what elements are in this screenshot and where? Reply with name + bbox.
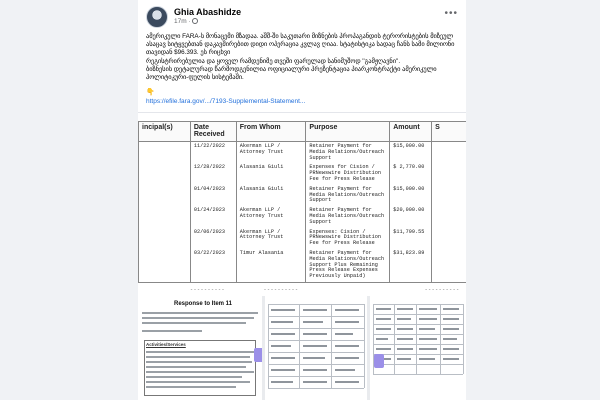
purpose-cell: Expenses: Cision / PRNewswire Distribution Fee for Press Release <box>306 228 390 249</box>
grid-line <box>299 304 300 388</box>
cell-text <box>376 348 391 350</box>
cell-text <box>303 321 323 323</box>
document-icon <box>254 348 262 362</box>
cell-text <box>271 381 293 383</box>
post-header <box>146 6 458 30</box>
table-row <box>139 206 467 227</box>
table-cell <box>432 163 466 184</box>
date-cell: 03/22/2023 <box>190 249 236 282</box>
cell-text <box>303 357 325 359</box>
grid-line <box>373 374 463 375</box>
thumbnail-title: Response to Item 11 <box>174 301 233 307</box>
amount-cell: $15,000.00 <box>390 142 432 164</box>
text-line <box>146 356 250 358</box>
timestamp-text: 17m · <box>174 18 191 25</box>
date-cell: 01/04/2023 <box>190 185 236 206</box>
table-row <box>139 228 467 249</box>
cell-text <box>443 358 459 360</box>
column-header: From Whom <box>236 122 306 142</box>
pointing-down-icon: 👇 <box>146 89 155 96</box>
grid-line <box>394 304 395 374</box>
cell-text <box>303 381 327 383</box>
post-timestamp[interactable] <box>174 18 198 25</box>
cell-text <box>419 338 437 340</box>
text-line <box>142 317 254 319</box>
amount-cell: $ 2,770.00 <box>390 163 432 184</box>
cell-text <box>376 318 391 320</box>
cell-text <box>397 308 413 310</box>
cell-text <box>443 318 459 320</box>
table-row <box>139 142 467 164</box>
cell-text <box>303 369 327 371</box>
purpose-cell: Expenses for Cision / PRNewswire Distribution Fee for Press Release <box>306 163 390 184</box>
document-thumbnail[interactable] <box>138 296 262 400</box>
text-line <box>146 366 246 368</box>
grid-line <box>268 304 269 388</box>
table-row <box>139 163 467 184</box>
dash-separator <box>190 287 460 292</box>
post-paragraph: რეგისტრირებულია და ყოველ რამდენიმე თვეში ფარულად სანიმუშოდ ''გამჟღავნი''. <box>146 57 401 65</box>
dashes-3: ---------- <box>424 287 460 292</box>
from-cell: Akerman LLP / Attorney Trust <box>236 206 306 227</box>
table-row <box>139 249 467 282</box>
amount-cell: $15,000.00 <box>390 185 432 206</box>
grid-line <box>268 304 364 305</box>
cell-text <box>419 358 435 360</box>
column-header: Amount <box>390 122 432 142</box>
table-cell <box>432 228 466 249</box>
table-cell <box>139 228 191 249</box>
activities-box <box>144 340 256 396</box>
facebook-post-card <box>138 0 466 400</box>
column-header: Date Received <box>190 122 236 142</box>
post-paragraph: ამერიკული FARA-ს მონაცემი მზადაა. აშშ-ში საკუთარი მიზნების პროპაგანდის ტერორისტების მიზეულ ასაცავ სიტყვებთან დაკავშირებით დიდი ოპერაცია კვლავ ღიაა. სტატისტიკა სადაც ჩანს სამი მილიონი თავიდან $96.393. ეს რიცხვი <box>146 33 455 57</box>
amount-cell: $31,823.89 <box>390 249 432 282</box>
cell-text <box>397 338 413 340</box>
table-cell <box>139 206 191 227</box>
table-cell <box>432 249 466 282</box>
cell-text <box>443 328 459 330</box>
cell-text <box>271 369 295 371</box>
cell-text <box>271 333 295 335</box>
purpose-cell: Retainer Payment for Media Relations/Outreach Support <box>306 142 390 164</box>
cell-text <box>397 348 413 350</box>
text-line <box>146 381 250 383</box>
cell-text <box>419 308 437 310</box>
table-cell <box>139 185 191 206</box>
grid-line <box>268 364 364 365</box>
amount-cell: $20,000.00 <box>390 206 432 227</box>
grid-line <box>373 304 463 305</box>
table-row <box>139 185 467 206</box>
purpose-cell: Retainer Payment for Media Relations/Outreach Support <box>306 206 390 227</box>
ellipsis-icon[interactable]: ••• <box>444 8 458 19</box>
cell-text <box>397 318 411 320</box>
cell-text <box>335 345 359 347</box>
dashes-1: ---------- <box>190 287 226 292</box>
cell-text <box>335 333 353 335</box>
spreadsheet-thumbnail[interactable] <box>265 296 367 400</box>
grid-line <box>268 352 364 353</box>
text-line <box>146 361 252 363</box>
grid-line <box>373 344 463 345</box>
cell-text <box>271 345 291 347</box>
cell-text <box>335 369 355 371</box>
cell-text <box>443 308 459 310</box>
grid-line <box>268 316 364 317</box>
cell-text <box>271 357 295 359</box>
grid-line <box>373 324 463 325</box>
dashes-2: ---------- <box>263 287 299 292</box>
grid-line <box>416 304 417 374</box>
grid-line <box>373 364 463 365</box>
cell-text <box>419 328 435 330</box>
payments-table <box>138 121 466 283</box>
author-name[interactable]: Ghia Abashidze <box>174 7 242 17</box>
grid-line <box>373 354 463 355</box>
cell-text <box>335 309 359 311</box>
table-cell <box>432 142 466 164</box>
text-line <box>142 330 202 332</box>
spreadsheet-thumbnail[interactable] <box>370 296 466 400</box>
cell-text <box>443 338 457 340</box>
text-line <box>142 322 246 324</box>
cell-text <box>397 358 411 360</box>
cell-text <box>376 308 391 310</box>
document-icon <box>374 354 384 368</box>
date-cell: 11/22/2022 <box>190 142 236 164</box>
cell-text <box>335 321 359 323</box>
post-body <box>146 33 458 82</box>
text-line <box>146 376 242 378</box>
cell-text <box>376 328 391 330</box>
column-header: incipal(s) <box>139 122 191 142</box>
grid-line <box>373 334 463 335</box>
table-cell <box>139 163 191 184</box>
text-line <box>146 386 236 388</box>
cell-text <box>303 309 327 311</box>
table-cell <box>432 206 466 227</box>
purpose-cell: Retainer Payment for Media Relations/Outreach Support Plus Remaining Press Release Expenses Previously Unpaid) <box>306 249 390 282</box>
grid-line <box>463 304 464 374</box>
from-cell: Akerman LLP / Attorney Trust <box>236 228 306 249</box>
grid-line <box>268 376 364 377</box>
table-cell <box>139 249 191 282</box>
grid-line <box>440 304 441 374</box>
box-heading: Activities/Services <box>146 342 186 347</box>
column-header: S <box>432 122 466 142</box>
grid-line <box>268 388 364 389</box>
cell-text <box>376 338 388 340</box>
table-cell <box>432 185 466 206</box>
table-header-row <box>139 122 467 142</box>
cell-text <box>397 328 413 330</box>
cell-text <box>419 318 437 320</box>
cell-text <box>419 348 437 350</box>
avatar[interactable] <box>146 6 168 28</box>
date-cell: 02/06/2023 <box>190 228 236 249</box>
from-cell: Akerman LLP / Attorney Trust <box>236 142 306 164</box>
text-line <box>142 312 258 314</box>
from-cell: Alasania Giuli <box>236 185 306 206</box>
grid-line <box>373 314 463 315</box>
post-paragraph: ბიზნესის დეტალურად წარმოდგენილია ოფიციალური პრეზენტაცია პიარკონტრაქტი ამერიკული პოლიტიკური-ფულის სისტემაში. <box>146 65 437 82</box>
date-cell: 12/28/2022 <box>190 163 236 184</box>
attached-document-image[interactable] <box>138 112 466 292</box>
attached-images-row <box>138 296 466 400</box>
cell-text <box>271 309 295 311</box>
cell-text <box>271 321 293 323</box>
from-cell: Alasania Giuli <box>236 163 306 184</box>
cell-text <box>335 381 359 383</box>
from-cell: Timur Alasania <box>236 249 306 282</box>
fara-link[interactable]: https://efile.fara.gov/.../7193-Supplemental-Statement... <box>146 98 306 105</box>
grid-line <box>268 340 364 341</box>
text-line <box>146 371 254 373</box>
globe-icon <box>192 18 198 24</box>
column-header: Purpose <box>306 122 390 142</box>
cell-text <box>303 345 327 347</box>
table-cell <box>139 142 191 164</box>
cell-text <box>303 333 327 335</box>
grid-line <box>364 304 365 388</box>
amount-cell: $11,799.55 <box>390 228 432 249</box>
cell-text <box>443 348 459 350</box>
date-cell: 01/24/2023 <box>190 206 236 227</box>
grid-line <box>268 328 364 329</box>
grid-line <box>331 304 332 388</box>
purpose-cell: Retainer Payment for Media Relations/Outreach Support <box>306 185 390 206</box>
text-line <box>146 351 254 353</box>
cell-text <box>335 357 359 359</box>
